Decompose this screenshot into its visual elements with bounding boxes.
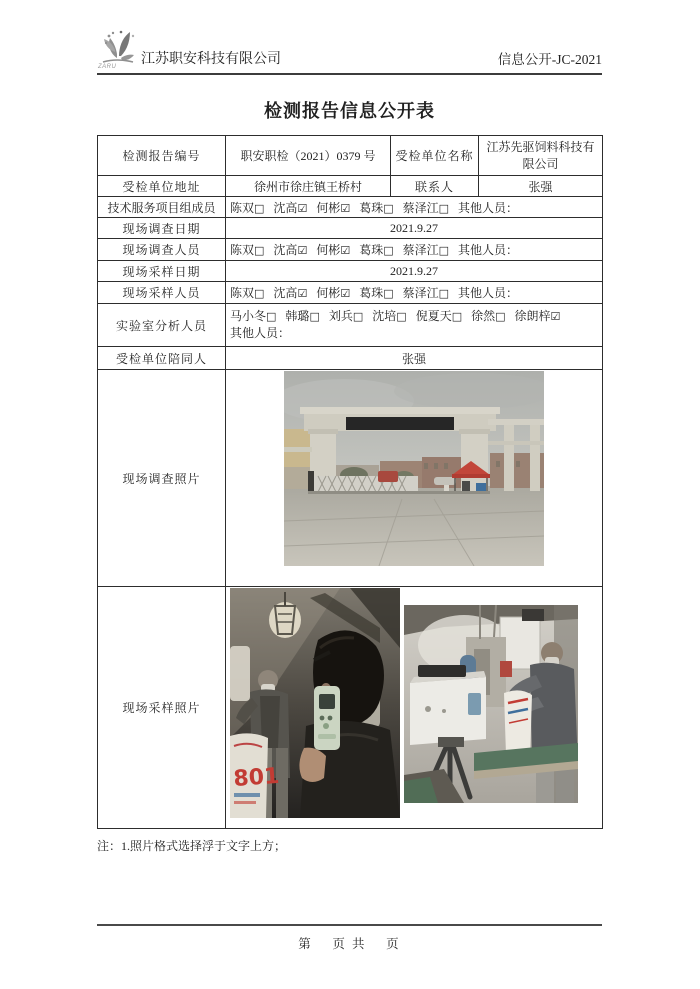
- survey-staff-members: [226, 239, 603, 261]
- survey-staff-checkboxes: [230, 243, 458, 257]
- checkbox-empty-icon: □: [254, 287, 265, 300]
- staff-checkbox-item: 何彬☑: [316, 286, 351, 300]
- survey-photo-label: 现场调查照片: [98, 370, 226, 587]
- sampling-staff-members: [226, 282, 603, 304]
- others-label: 其他人员：: [458, 200, 519, 215]
- checkbox-empty-icon: □: [438, 287, 450, 300]
- unit-addr-label: 受检单位地址: [98, 176, 226, 197]
- checkbox-empty-icon: □: [254, 201, 265, 215]
- staff-checkbox-item: 蔡泽江□: [402, 286, 450, 300]
- header-rule: [97, 73, 602, 75]
- staff-checkbox-item: 沈高☑: [273, 200, 308, 215]
- staff-checkbox-item: 沈高☑: [273, 286, 308, 300]
- survey-photo-cell: [226, 370, 603, 587]
- team-label: 技术服务项目组成员: [98, 197, 226, 218]
- checkbox-empty-icon: □: [383, 244, 394, 257]
- staff-checkbox-item: 陈双□: [230, 243, 265, 257]
- sampling-photo-right: [404, 605, 578, 803]
- contact-label: 联系人: [391, 176, 479, 197]
- table-row: [98, 347, 603, 370]
- sampling-date-label: 现场采样日期: [98, 261, 226, 282]
- checkbox-empty-icon: □: [266, 310, 277, 323]
- staff-checkbox-item: 徐朗梓☑: [514, 309, 561, 323]
- lab-staff-checkboxes: [230, 308, 598, 325]
- team-members: [226, 197, 603, 218]
- report-no-label: 检测报告编号: [98, 136, 226, 176]
- checkbox-empty-icon: □: [309, 310, 320, 323]
- staff-checkbox-item: 蔡泽江□: [402, 200, 450, 215]
- staff-checkbox-item: 何彬☑: [316, 200, 351, 215]
- staff-checkbox-item: 陈双□: [230, 200, 265, 215]
- survey-date-value: 2021.9.27: [226, 218, 603, 239]
- sampling-photo-left: [230, 588, 400, 818]
- checkbox-checked-icon: ☑: [340, 287, 351, 300]
- sampling-photo-label: 现场采样照片: [98, 587, 226, 829]
- table-row: [98, 261, 603, 282]
- staff-checkbox-item: 刘兵□: [328, 309, 364, 323]
- checkbox-empty-icon: □: [396, 310, 407, 323]
- table-row: [98, 176, 603, 197]
- others-label: 其他人员：: [230, 326, 291, 340]
- others-label: 其他人员：: [458, 286, 519, 300]
- unit-addr-value: 徐州市徐庄镇王桥村: [226, 176, 391, 197]
- checkbox-checked-icon: ☑: [297, 201, 308, 215]
- checkbox-empty-icon: □: [438, 201, 450, 215]
- staff-checkbox-item: 韩璐□: [285, 309, 320, 323]
- checkbox-checked-icon: ☑: [297, 244, 308, 257]
- checkbox-empty-icon: □: [352, 310, 364, 323]
- table-row: [98, 197, 603, 218]
- checkbox-checked-icon: ☑: [550, 310, 561, 323]
- factory-gate-photo: [284, 371, 544, 566]
- sampling-staff-label: 现场采样人员: [98, 282, 226, 304]
- staff-checkbox-item: 蔡泽江□: [402, 243, 450, 257]
- table-row: [98, 587, 603, 829]
- logo-caption: ZARU: [98, 64, 117, 70]
- staff-checkbox-item: 马小冬□: [230, 309, 277, 323]
- table-row: [98, 282, 603, 304]
- staff-checkbox-item: 沈高☑: [273, 243, 308, 257]
- table-row: [98, 370, 603, 587]
- unit-name-label: 受检单位名称: [391, 136, 479, 176]
- table-row: [98, 136, 603, 176]
- checkbox-empty-icon: □: [451, 310, 463, 323]
- company-name: 江苏职安科技有限公司: [141, 52, 281, 67]
- table-row: [98, 239, 603, 261]
- staff-checkbox-item: 沈培□: [372, 309, 407, 323]
- lab-staff-label: 实验室分析人员: [98, 304, 226, 347]
- survey-date-label: 现场调查日期: [98, 218, 226, 239]
- checkbox-checked-icon: ☑: [297, 287, 308, 300]
- checkbox-checked-icon: ☑: [340, 201, 351, 215]
- page-title: 检测报告信息公开表: [264, 101, 435, 121]
- checkbox-empty-icon: □: [383, 201, 394, 215]
- bag-label-text: 801: [232, 763, 281, 792]
- sampling-date-value: 2021.9.27: [226, 261, 603, 282]
- checkbox-empty-icon: □: [438, 244, 450, 257]
- brand: [97, 28, 281, 70]
- table-row: [98, 218, 603, 239]
- info-table: [97, 135, 603, 829]
- sampling-photo-cell: [226, 587, 603, 829]
- staff-checkbox-item: 葛珠□: [359, 200, 394, 215]
- team-checkboxes: [230, 201, 458, 215]
- doc-code: 信息公开-JC-2021: [497, 52, 602, 67]
- checkbox-checked-icon: ☑: [340, 244, 351, 257]
- contact-value: 张强: [479, 176, 603, 197]
- checkbox-empty-icon: □: [495, 310, 506, 323]
- page-number: 第 页 共 页: [298, 937, 401, 951]
- page-header: [97, 0, 602, 70]
- staff-checkbox-item: 倪夏天□: [415, 309, 463, 323]
- staff-checkbox-item: 何彬☑: [316, 243, 351, 257]
- staff-checkbox-item: 徐然□: [471, 309, 506, 323]
- lab-staff-members: [226, 304, 603, 347]
- page-footer: [97, 924, 602, 952]
- table-row: [98, 304, 603, 347]
- checkbox-empty-icon: □: [383, 287, 394, 300]
- company-logo-icon: [97, 28, 139, 70]
- staff-checkbox-item: 葛珠□: [359, 286, 394, 300]
- survey-staff-label: 现场调查人员: [98, 239, 226, 261]
- staff-checkbox-item: 葛珠□: [359, 243, 394, 257]
- others-label: 其他人员：: [458, 243, 519, 257]
- staff-checkbox-item: 陈双□: [230, 286, 265, 300]
- unit-name-value: 江苏先驱饲料科技有限公司: [479, 136, 603, 176]
- accompany-label: 受检单位陪同人: [98, 347, 226, 370]
- checkbox-empty-icon: □: [254, 244, 265, 257]
- footnote: 注：1.照片格式选择浮于文字上方；: [97, 839, 287, 853]
- report-no-value: 职安职检（2021）0379 号: [226, 136, 391, 176]
- sampling-staff-checkboxes: [230, 286, 458, 300]
- accompany-value: 张强: [226, 347, 603, 370]
